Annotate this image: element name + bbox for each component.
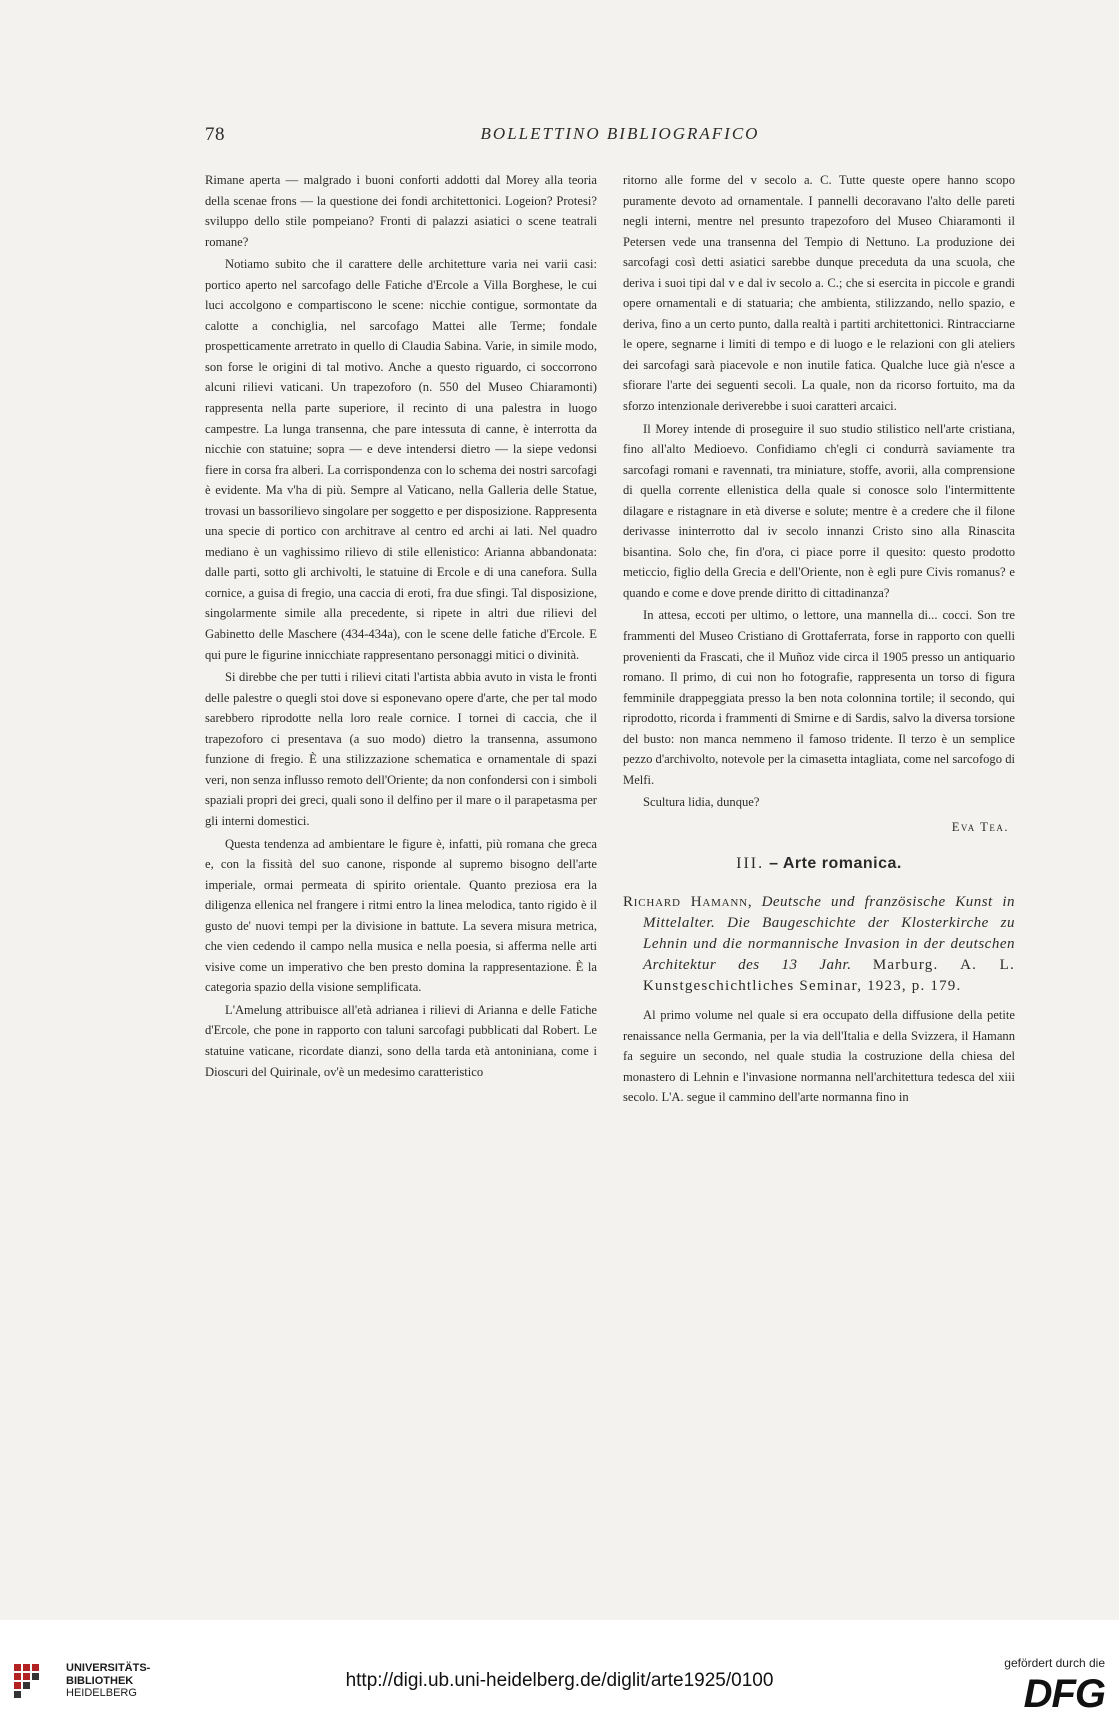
paragraph: Si direbbe che per tutti i rilievi citati l'artista abbia avuto in vista le fronti delle palestre o quegli stoi dove si esponevano opere d'arte, che per tal modo sarebbero riprodotte nella loro reale cornice. I tornei di caccia, che il trapezoforo ci presentava (a suo modo) dietro la transenna, assumono funzione di fregio. È una stilizzazione schematica e ornamentale di spazi veri, non senza influsso remoto dell'Oriente; da non confondersi con i simboli spaziali propri dei greci, quali sono il delfino per il mare o il parapetasma per gli interni domestici.	[205, 670, 597, 828]
library-name-line: UNIVERSITÄTS-	[66, 1662, 151, 1674]
author-signature: Eva Tea.	[951, 819, 1009, 834]
running-head	[205, 124, 1035, 148]
paragraph: L'Amelung attribuisce all'età adrianea i rilievi di Arianna e delle Fatiche d'Ercole, che pone in rapporto con taluni sarcofagi pubblicati dal Robert. Le statuine vaticane, ricordate dianzi, sono della tarda età antoniniana, come i Dioscuri del Quirinale, ov'è un medesimo caratteristico	[205, 1002, 597, 1079]
dfg-logo: DFG	[1023, 1672, 1105, 1716]
paragraph: Notiamo subito che il carattere delle architetture varia nei varii casi: portico aperto nel sarcofago delle Fatiche d'Ercole a Villa Borghese, le cui luci accolgono e compartiscono le scene: nicchie contigue, sormontate da calotte a conchiglia, nel sarcofago Mattei alle Terme; fondale prospetticamente arretrato in quello di Claudia Sabina. Varie, in simile modo, son forse le origini di tal motivo. Anche a questo riguardo, ci soccorrono alcuni rilievi vaticani. Un trapezoforo (n. 550 del Museo Chiaramonti) rappresenta nella parte superiore, il recinto di una palestra in luogo campestre. La lunga transenna, che pare intessuta di canne, è interrotta da nicchie con statuine; sopra — e deve intendersi dietro — la siepe vedonsi fiere in corsa fra alberi. La corrispondenza con lo schema dei nostri sarcofagi è evidente. Ma v'ha di più. Sempre al Vaticano, nella Galleria delle Statue, trovasi un bassorilievo singolare per soggetto e per disposizione. Rappresenta una specie di portico con architrave al centro ed archi ai lati. Nel quadro mediano è un vaghissimo rilievo di stile ellenistico: Arianna abbandonata: dalle parti, sotto gli archivolti, le statuine di Ercole e di una canefora. Sulla cornice, a guisa di fregio, una caccia di eroti, fra due sfingi. Tal disposizione, singolarmente simile alla precedente, si ripete in altri due rilievi del Gabinetto delle Maschere (434-434a), con le scene delle fatiche d'Ercole. E qui pure le figurine innicchiate rappresentano personaggi mitici o divinità.	[205, 257, 597, 662]
paragraph: In attesa, eccoti per ultimo, o lettore, una mannella di... cocci. Son tre frammenti del Museo Cristiano di Grottaferrata, forse in rapporto con quelli provenienti da Frascati, che il Muñoz vide circa il 1905 presso un antiquario romano. Il primo, di cui non ho fotografie, rappresenta un torso di figura femminile drappeggiata presso la ben nota colonnina tortile; il secondo, qui riprodotto, ricorda i frammenti di Smirne e di Sardis, salvo la diversa torsione del busto: non manca nemmeno il famoso tridente. Il terzo è un semplice pezzo d'archivolto, notevole per la cimasetta intagliata, come nel sarcofogo di Melfi.	[623, 608, 1015, 787]
section-heading	[623, 854, 1015, 875]
paragraph: Scultura lidia, dunque?	[643, 795, 760, 810]
viewer-footer	[0, 1620, 1119, 1720]
paragraph: Rimane aperta — malgrado i buoni conforti addotti dal Morey alla teoria della scenae frons — la questione dei fondi architettonici. Logeion? Protesi? sviluppo dello stile pompeiano? Fronti di palazzi asiatici o scene teatrali romane?	[205, 173, 597, 249]
bib-author: Richard Hamann,	[623, 894, 753, 911]
running-title: BOLLETTINO BIBLIOGRAFICO	[480, 124, 760, 143]
right-column	[623, 170, 1015, 1110]
bibliography-entry	[623, 892, 1015, 997]
paragraph: ritorno alle forme del v secolo a. C. Tutte queste opere hanno scopo puramente devoto ad ornamentale. I pannelli decoravano l'alto delle pareti negli interni, mentre nel presunto trapezoforo del Museo Chiaramonti il Petersen vede una transenna del Tempio di Nettuno. La produzione dei sarcofagi così detti asiatici sarebbe dunque preceduta da una scuola, che deriva i suoi tipi dal v e dal iv secolo a. C.; che si esercita in piccole e grandi opere ornamentali e di statuaria; che ambienta, stilizzando, nello spazio, e deriva, fino a un certo punto, dalla realtà i partiti architettonici. Rintracciarne le opere, segnarne i limiti di tempo e di luogo e le relazioni con gli ateliers dei sarcofagi sarà piacevole e non inutile fatica. Qualche luce già n'esce a sfiorare l'arte dei seguenti secoli. La quale, non da ricorso fortuito, ma da sforzo intenzionale deriverebbe i suoi caratteri arcaici.	[623, 173, 1015, 414]
bib-publisher: Marburg. A. L. Kunstgeschichtliches Seminar, 1923, p. 179.	[643, 957, 1015, 995]
paragraph: Il Morey intende di proseguire il suo studio stilistico nell'arte cristiana, fino all'alto Medioevo. Confidiamo ch'egli ci condurrà saviamente tra sarcofagi romani e ravennati, tra miniature, stoffe, avorii, alla comprensione di quella corrente ellenistica della quale si conosce solo l'intermittente dilagare e ristagnare in età diverse e solute; mentre è a credere che il filone derivasse ininterrotto dal iv secolo innanzi Cristo sino alla Rinascita bisantina. Solo che, fin d'ora, ci piace porre il quesito: questo prodotto meticcio, figlio della Grecia e dell'Oriente, non è egli pure Civis romanus? e quando e come e dove prende diritto di cittadinanza?	[623, 421, 1015, 600]
library-name-line: HEIDELBERG	[66, 1687, 137, 1699]
section-number: III.	[736, 854, 765, 872]
left-column	[205, 170, 597, 1084]
paragraph: Questa tendenza ad ambientare le figure è, infatti, più romana che greca e, con la fissità del suo canone, risponde al supremo bisogno dell'arte imperiale, ormai permeata di spirito orientale. Quanto preziosa era la diligenza ellenica nel frangere i ritmi entro la linea melodica, tanto rigido è il gusto de' nuovi tempi per la divisione in battute. La severa misura metrica, che vien cedendo il campo nella musica e nella poesia, si afferma nelle arti visive come un imperativo che ben presto domina la rappresentazione. È la categoria spazio della visione semplificata.	[205, 836, 597, 995]
paragraph: Al primo volume nel quale si era occupato della diffusione della petite renaissance nella Germania, per la via dell'Italia e della Svizzera, il Hamann fa seguire un secondo, nel quale studia la costruzione della chiesa del monastero di Lehnin e l'invasione normanna nell'architettura tedesca del xiii secolo. L'A. segue il cammino dell'arte normanna fino in	[623, 1008, 1015, 1105]
page-number: 78	[205, 124, 225, 145]
funding-note: gefördert durch die	[1004, 1656, 1105, 1670]
bib-title: Deutsche und französische Kunst in Mittelalter. Die Baugeschichte der Klosterkirche zu Lehnin und die normannische Invasion in der deutschen Architektur des 13 Jahr.	[643, 894, 1016, 974]
section-title: – Arte romanica.	[769, 854, 902, 872]
library-name-line: BIBLIOTHEK	[66, 1674, 134, 1687]
permalink-url[interactable]: http://digi.ub.uni-heidelberg.de/diglit/arte1925/0100	[345, 1670, 774, 1691]
